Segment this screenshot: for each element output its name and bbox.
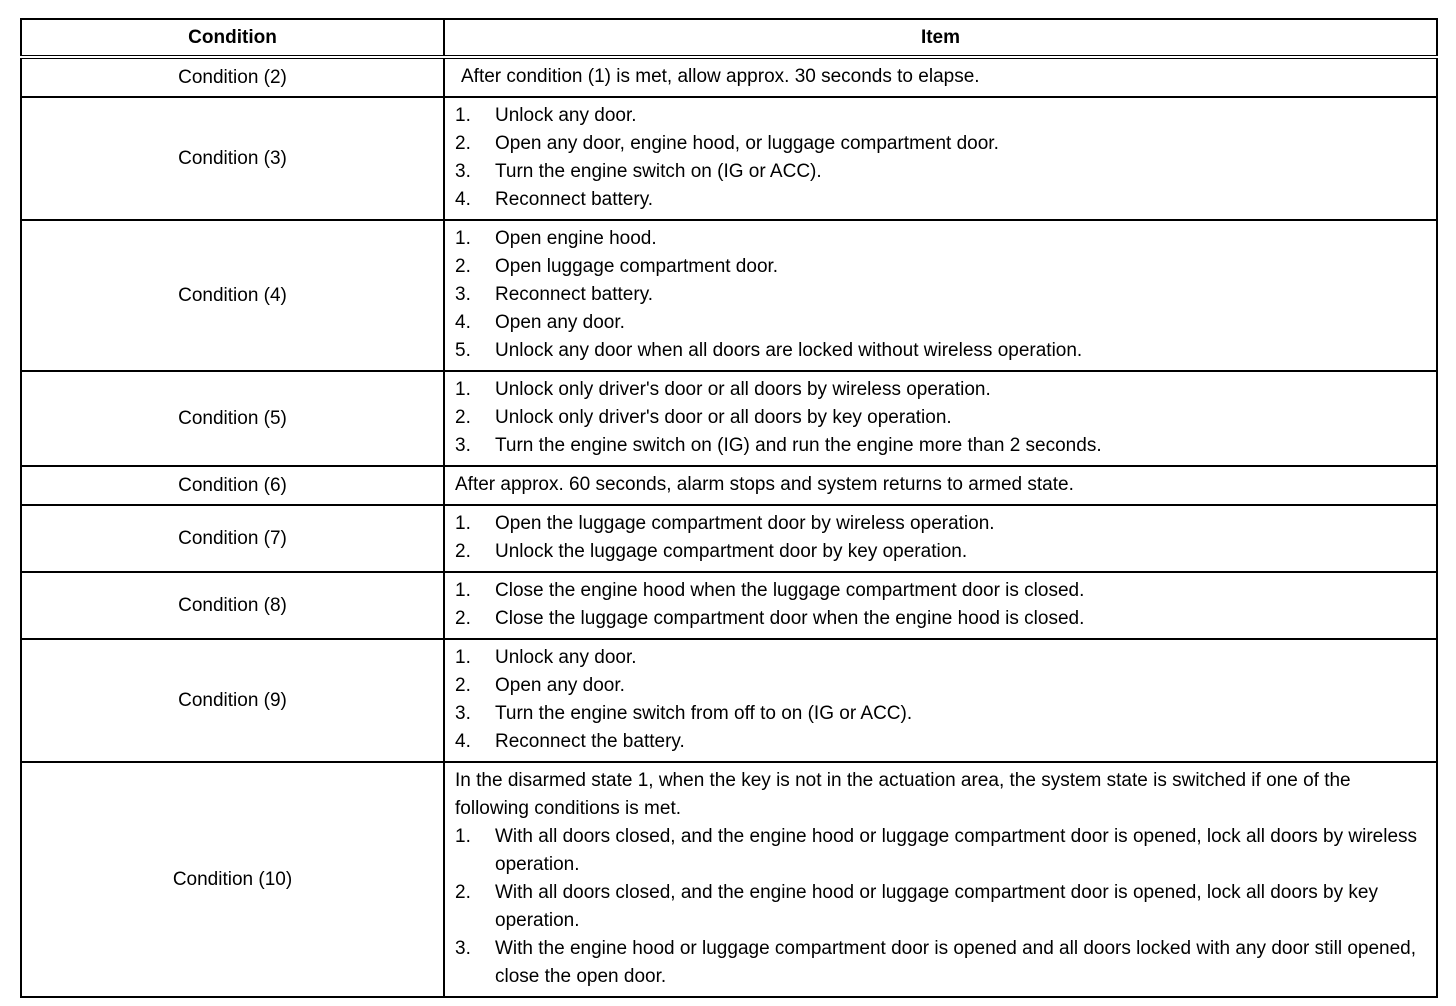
step-number: 3. — [455, 435, 471, 456]
list-item — [455, 337, 1426, 365]
step-text: Unlock any door. — [495, 647, 637, 668]
condition-label: Condition (2) — [21, 57, 444, 97]
step-number: 3. — [455, 938, 471, 959]
step-number: 2. — [455, 541, 471, 562]
item-intro-text: In the disarmed state 1, when the key is not in the actuation area, the system state is switched if one of the following conditions is met. — [455, 770, 1351, 819]
condition-label: Condition (7) — [21, 505, 444, 572]
step-number: 3. — [455, 161, 471, 182]
step-list — [455, 102, 1426, 214]
step-text: Unlock only driver's door or all doors by key operation. — [495, 407, 952, 428]
condition-label: Condition (5) — [21, 371, 444, 466]
list-item — [455, 605, 1426, 633]
step-text: Unlock the luggage compartment door by key operation. — [495, 541, 968, 562]
step-number: 2. — [455, 608, 471, 629]
list-item — [455, 253, 1426, 281]
item-cell — [444, 57, 1437, 97]
list-item — [455, 728, 1426, 756]
step-number: 1. — [455, 826, 471, 847]
column-header-item: Item — [444, 19, 1437, 57]
step-number: 2. — [455, 882, 471, 903]
table-row — [21, 639, 1437, 762]
list-item — [455, 281, 1426, 309]
table-row — [21, 371, 1437, 466]
list-item — [455, 510, 1426, 538]
step-number: 2. — [455, 256, 471, 277]
item-cell — [444, 762, 1437, 997]
list-item — [455, 672, 1426, 700]
condition-table — [20, 18, 1438, 998]
step-number: 4. — [455, 312, 471, 333]
list-item — [455, 823, 1426, 879]
step-number: 1. — [455, 105, 471, 126]
step-list — [455, 510, 1426, 566]
step-text: Reconnect battery. — [495, 284, 654, 305]
step-list — [455, 376, 1426, 460]
step-text: Unlock any door. — [495, 105, 637, 126]
step-list — [455, 577, 1426, 633]
step-number: 4. — [455, 189, 471, 210]
step-number: 2. — [455, 407, 471, 428]
list-item — [455, 186, 1426, 214]
table-row — [21, 97, 1437, 220]
list-item — [455, 935, 1426, 991]
step-number: 1. — [455, 228, 471, 249]
list-item — [455, 309, 1426, 337]
step-text: Unlock only driver's door or all doors by wireless operation. — [495, 379, 991, 400]
step-text: Open the luggage compartment door by wireless operation. — [495, 513, 995, 534]
list-item — [455, 700, 1426, 728]
column-header-condition: Condition — [21, 19, 444, 57]
step-number: 1. — [455, 580, 471, 601]
list-item — [455, 432, 1426, 460]
table-row — [21, 762, 1437, 997]
step-text: Turn the engine switch from off to on (IG or ACC). — [495, 703, 913, 724]
step-text: Reconnect battery. — [495, 189, 654, 210]
list-item — [455, 644, 1426, 672]
item-cell — [444, 466, 1437, 505]
step-number: 1. — [455, 379, 471, 400]
step-text: With all doors closed, and the engine hood or luggage compartment door is opened, lock all doors by key operation. — [495, 882, 1378, 931]
step-number: 4. — [455, 731, 471, 752]
item-cell — [444, 371, 1437, 466]
step-number: 1. — [455, 513, 471, 534]
list-item — [455, 879, 1426, 935]
table-row — [21, 220, 1437, 371]
list-item — [455, 158, 1426, 186]
step-number: 1. — [455, 647, 471, 668]
step-text: With the engine hood or luggage compartment door is opened and all doors locked with any door still opened, close the open door. — [495, 938, 1417, 987]
step-text: Reconnect the battery. — [495, 731, 685, 752]
step-text: Open any door. — [495, 312, 625, 333]
table-row — [21, 505, 1437, 572]
condition-label: Condition (10) — [21, 762, 444, 997]
item-cell — [444, 97, 1437, 220]
step-text: Close the luggage compartment door when the engine hood is closed. — [495, 608, 1085, 629]
step-number: 3. — [455, 284, 471, 305]
item-cell — [444, 220, 1437, 371]
step-list — [455, 225, 1426, 365]
list-item — [455, 102, 1426, 130]
step-list — [455, 823, 1426, 991]
table-row — [21, 466, 1437, 505]
step-number: 3. — [455, 703, 471, 724]
condition-label: Condition (8) — [21, 572, 444, 639]
step-text: With all doors closed, and the engine hood or luggage compartment door is opened, lock all doors by wireless operation. — [495, 826, 1418, 875]
list-item — [455, 130, 1426, 158]
table-header-row — [21, 19, 1437, 57]
condition-label: Condition (9) — [21, 639, 444, 762]
step-text: Turn the engine switch on (IG) and run the engine more than 2 seconds. — [495, 435, 1102, 456]
item-text: After condition (1) is met, allow approx. 30 seconds to elapse. — [461, 66, 980, 87]
table-row — [21, 572, 1437, 639]
condition-label: Condition (4) — [21, 220, 444, 371]
table-row — [21, 57, 1437, 97]
step-text: Close the engine hood when the luggage compartment door is closed. — [495, 580, 1085, 601]
item-cell — [444, 639, 1437, 762]
list-item — [455, 376, 1426, 404]
condition-label: Condition (3) — [21, 97, 444, 220]
list-item — [455, 538, 1426, 566]
step-text: Unlock any door when all doors are locked without wireless operation. — [495, 340, 1083, 361]
step-text: Turn the engine switch on (IG or ACC). — [495, 161, 822, 182]
list-item — [455, 577, 1426, 605]
list-item — [455, 225, 1426, 253]
step-text: Open any door, engine hood, or luggage compartment door. — [495, 133, 999, 154]
step-list — [455, 644, 1426, 756]
step-text: Open any door. — [495, 675, 625, 696]
step-number: 2. — [455, 133, 471, 154]
item-cell — [444, 572, 1437, 639]
step-text: Open engine hood. — [495, 228, 657, 249]
item-cell — [444, 505, 1437, 572]
condition-label: Condition (6) — [21, 466, 444, 505]
item-text: After approx. 60 seconds, alarm stops and system returns to armed state. — [455, 474, 1074, 495]
list-item — [455, 404, 1426, 432]
step-number: 2. — [455, 675, 471, 696]
step-text: Open luggage compartment door. — [495, 256, 779, 277]
step-number: 5. — [455, 340, 471, 361]
